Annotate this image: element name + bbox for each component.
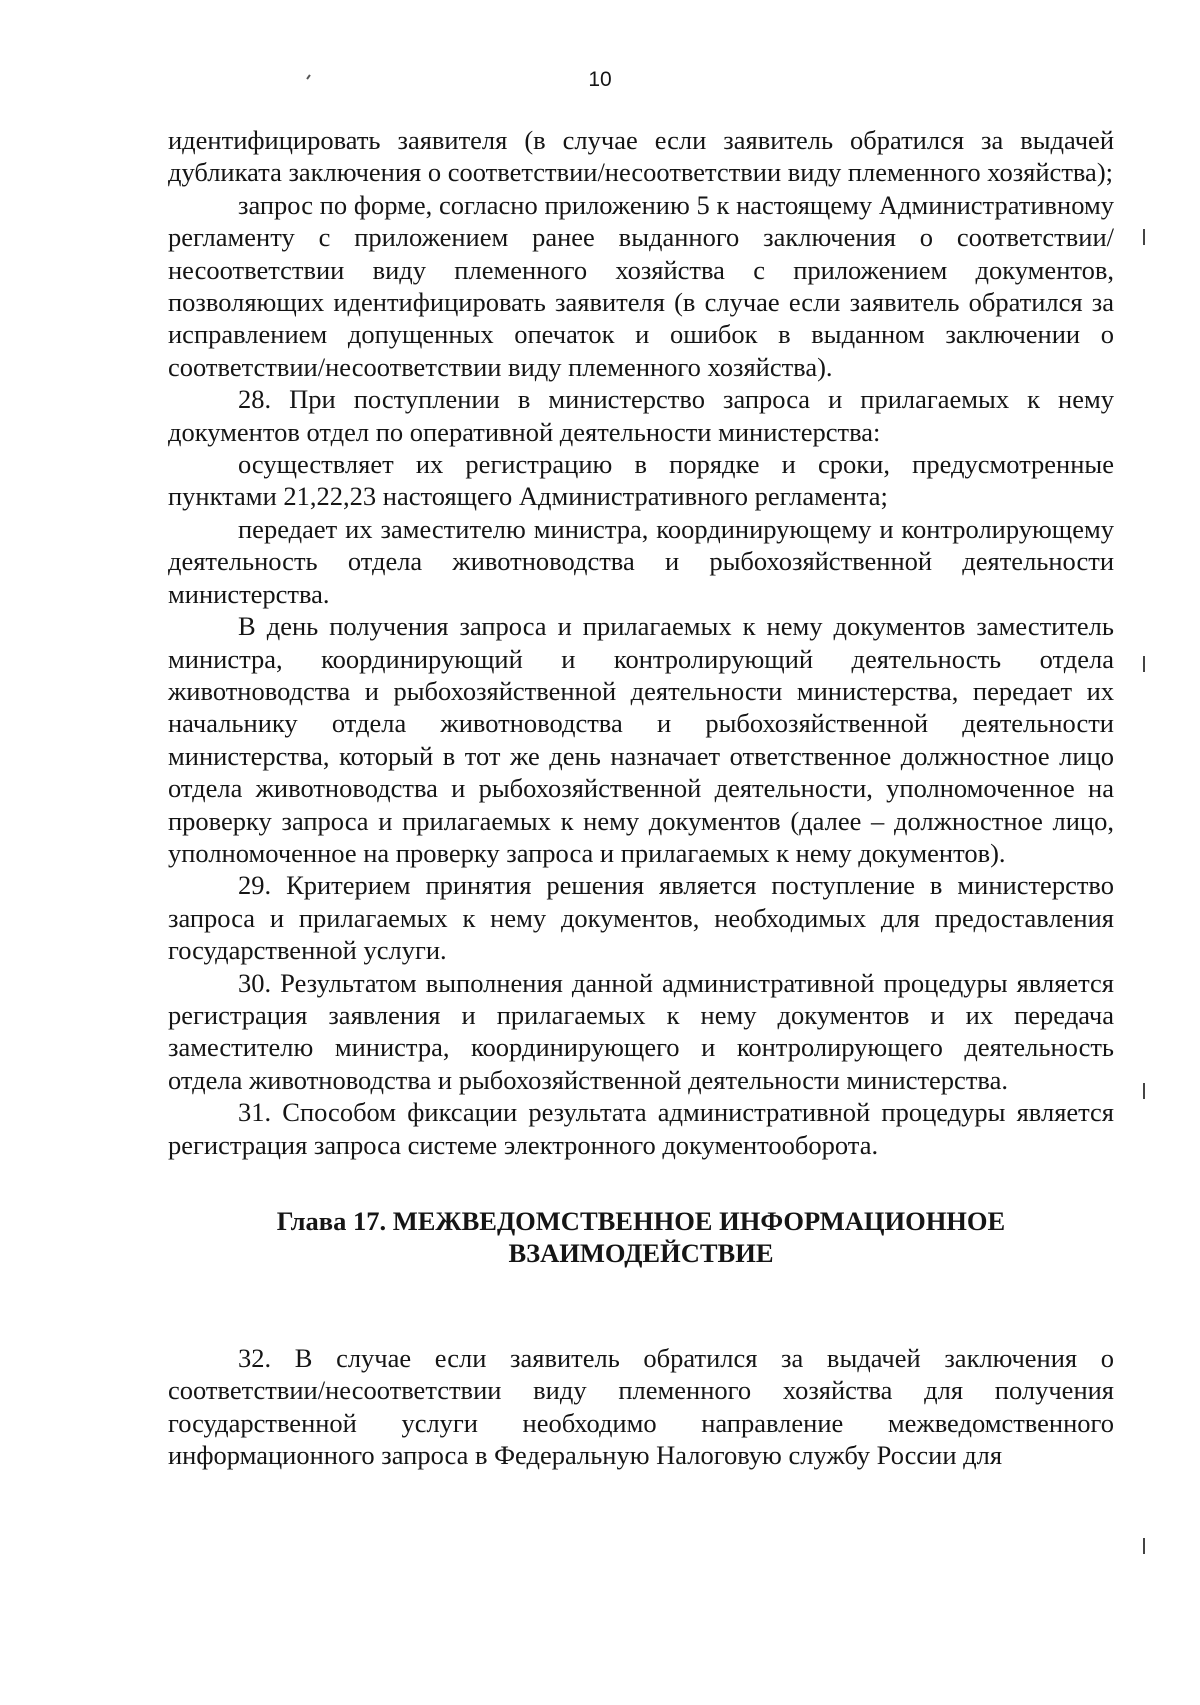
paragraph-9: 31. Способом фиксации результата административной процедуры является регистрация запроса системе электронного документооборота. [168, 1097, 1114, 1160]
margin-mark [1143, 1083, 1145, 1099]
document-body [168, 124, 1114, 1471]
chapter-heading-line-1: Глава 17. МЕЖВЕДОМСТВЕННОЕ ИНФОРМАЦИОННОЕ [276, 1206, 1006, 1236]
margin-mark [1143, 1538, 1145, 1554]
paragraph-6: В день получения запроса и прилагаемых к нему документов заместитель министра, координирующий и контролирующий деятельность отдела животноводства и рыбохозяйственной деятельности министерства, передает их начальнику отдела животноводства и рыбохозяйственной деятельности министерства, который в тот же день назначает ответственное должностное лицо отдела животноводства и рыбохозяйственной деятельности, уполномоченное на проверку запроса и прилагаемых к нему документов (далее – должностное лицо, уполномоченное на проверку запроса и прилагаемых к нему документов). [168, 611, 1114, 868]
page-number: 10 [588, 68, 612, 91]
margin-mark [1143, 229, 1145, 245]
paragraph-4: осуществляет их регистрацию в порядке и сроки, предусмотренные пунктами 21,22,23 настоящего Административного регламента; [168, 449, 1114, 512]
chapter-heading [168, 1205, 1114, 1270]
paragraph-5: передает их заместителю министра, координирующему и контролирующему деятельность отдела животноводства и рыбохозяйственной деятельности министерства. [168, 513, 1114, 609]
paragraph-8: 30. Результатом выполнения данной административной процедуры является регистрация заявления и прилагаемых к нему документов и их передача заместителю министра, координирующего и контролирующего деятельность отдела животноводства и рыбохозяйственной деятельности министерства. [168, 967, 1114, 1095]
paragraph-1: идентифицировать заявителя (в случае если заявитель обратился за выдачей дубликата заключения о соответствии/несоответствии виду племенного хозяйства); [168, 125, 1114, 188]
paragraph-10: 32. В случае если заявитель обратился за выдачей заключения о соответствии/несоответствии виду племенного хозяйства для получения государственной услуги необходимо направление межведомственного информационного запроса в Федеральную Налоговую службу России для [168, 1342, 1114, 1471]
paragraph-7: 29. Критерием принятия решения является поступление в министерство запроса и прилагаемых к нему документов, необходимых для предоставления государственной услуги. [168, 870, 1114, 966]
chapter-heading-line-2: ВЗАИМОДЕЙСТВИЕ [508, 1238, 774, 1269]
paragraph-2: запрос по форме, согласно приложению 5 к настоящему Административному регламенту с приложением ранее выданного заключения о соответствии/несоответствии виду племенного хозяйства с приложением документов, позволяющих идентифицировать заявителя (в случае если заявитель обратился за исправлением допущенных опечаток и ошибок в выданном заключении о соответствии/несоответствии виду племенного хозяйства). [168, 189, 1114, 382]
paragraph-3: 28. При поступлении в министерство запроса и прилагаемых к нему документов отдел по оперативной деятельности министерства: [168, 384, 1114, 447]
margin-mark [1143, 656, 1145, 672]
